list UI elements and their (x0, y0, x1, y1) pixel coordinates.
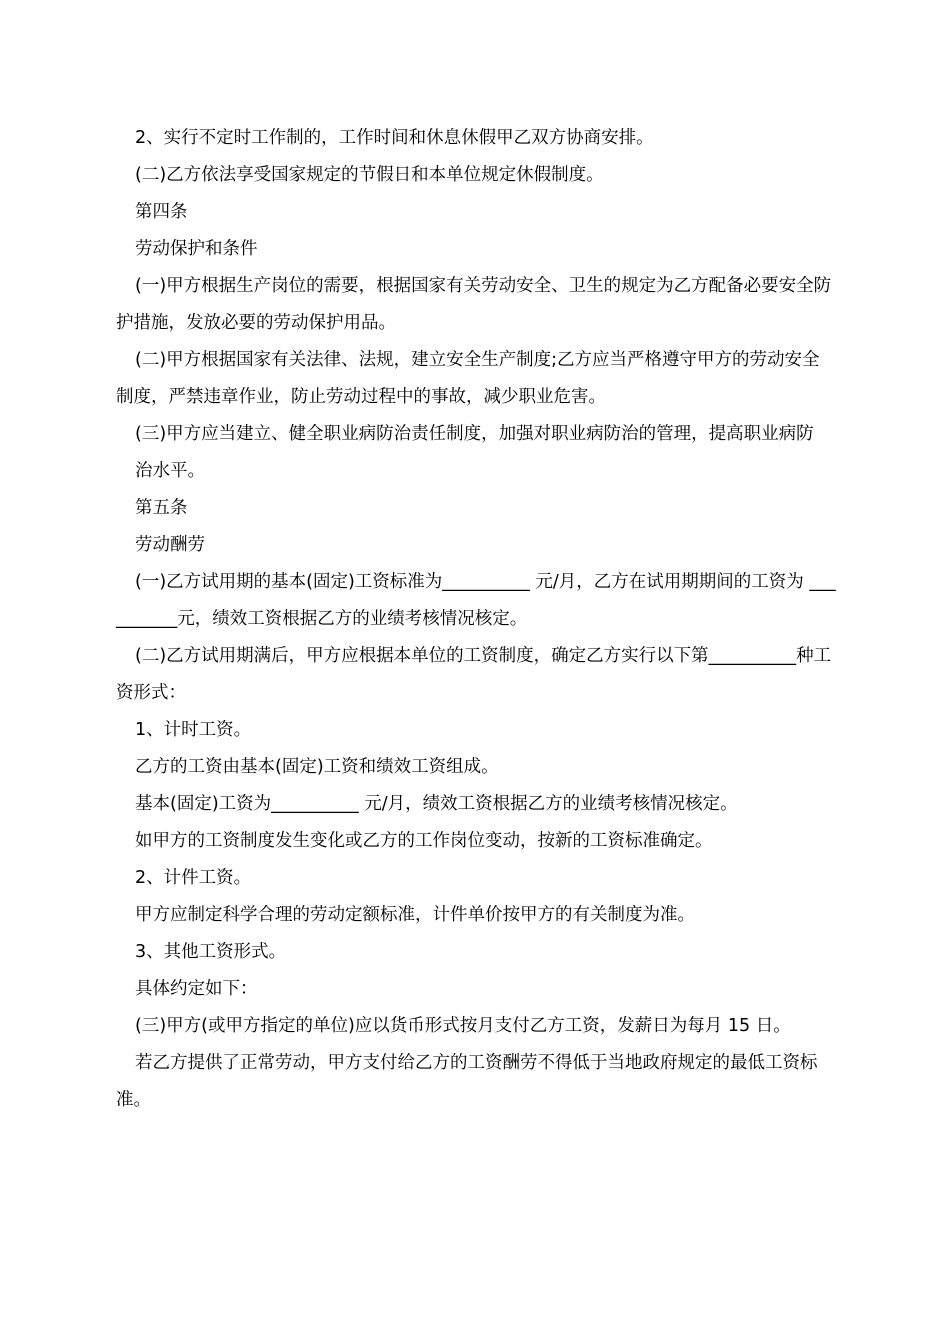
paragraph-minimum-wage: 若乙方提供了正常劳动，甲方支付给乙方的工资酬劳不得低于当地政府规定的最低工资标准。 (116, 1053, 818, 1110)
paragraph-protection-equipment: (一)甲方根据生产岗位的需要，根据国家有关劳动安全、卫生的规定为乙方配备必要安全防护措施，发放必要的劳动保护用品。 (116, 276, 832, 333)
paragraph-wage-composition: 乙方的工资由基本(固定)工资和绩效工资组成。 (135, 757, 499, 777)
paragraph-wage-change: 如甲方的工资制度发生变化或乙方的工作岗位变动，按新的工资标准确定。 (135, 831, 713, 851)
article-4-heading: 第四条 (135, 202, 188, 222)
paragraph-wage-form: (二)乙方试用期满后，甲方应根据本单位的工资制度，确定乙方实行以下第__________种工资形式： (116, 646, 832, 703)
paragraph-hourly-wage: 1、计时工资。 (135, 720, 252, 740)
paragraph-base-wage: 基本(固定)工资为__________ 元/月，绩效工资根据乙方的业绩考核情况核定。 (135, 794, 738, 814)
paragraph-piece-wage: 2、计件工资。 (135, 868, 252, 888)
paragraph-other-wage: 3、其他工资形式。 (135, 942, 287, 962)
article-4-title: 劳动保护和条件 (135, 239, 258, 259)
paragraph-piece-rate: 甲方应制定科学合理的劳动定额标准，计件单价按甲方的有关制度为准。 (135, 905, 695, 925)
document-body (116, 120, 836, 1119)
paragraph-occupational-disease-cont: 治水平。 (135, 461, 205, 481)
paragraph-payday: (三)甲方(或甲方指定的单位)应以货币形式按月支付乙方工资，发薪日为每月 15 日。 (135, 1016, 791, 1036)
paragraph-specific-terms: 具体约定如下： (135, 979, 258, 999)
article-5-title: 劳动酬劳 (135, 535, 205, 555)
paragraph-holidays: (二)乙方依法享受国家规定的节假日和本单位规定休假制度。 (135, 165, 604, 185)
paragraph-probation-wage: (一)乙方试用期的基本(固定)工资标准为__________ 元/月，乙方在试用期期间的工资为 __________元，绩效工资根据乙方的业绩考核情况核定。 (116, 572, 836, 629)
paragraph-occupational-disease: (三)甲方应当建立、健全职业病防治责任制度，加强对职业病防治的管理，提高职业病防 (135, 424, 814, 444)
paragraph-irregular-hours: 2、实行不定时工作制的，工作时间和休息休假甲乙双方协商安排。 (135, 128, 654, 148)
paragraph-safety-system: (二)甲方根据国家有关法律、法规，建立安全生产制度;乙方应当严格遵守甲方的劳动安全制度，严禁违章作业，防止劳动过程中的事故，减少职业危害。 (116, 350, 820, 407)
article-5-heading: 第五条 (135, 498, 188, 518)
